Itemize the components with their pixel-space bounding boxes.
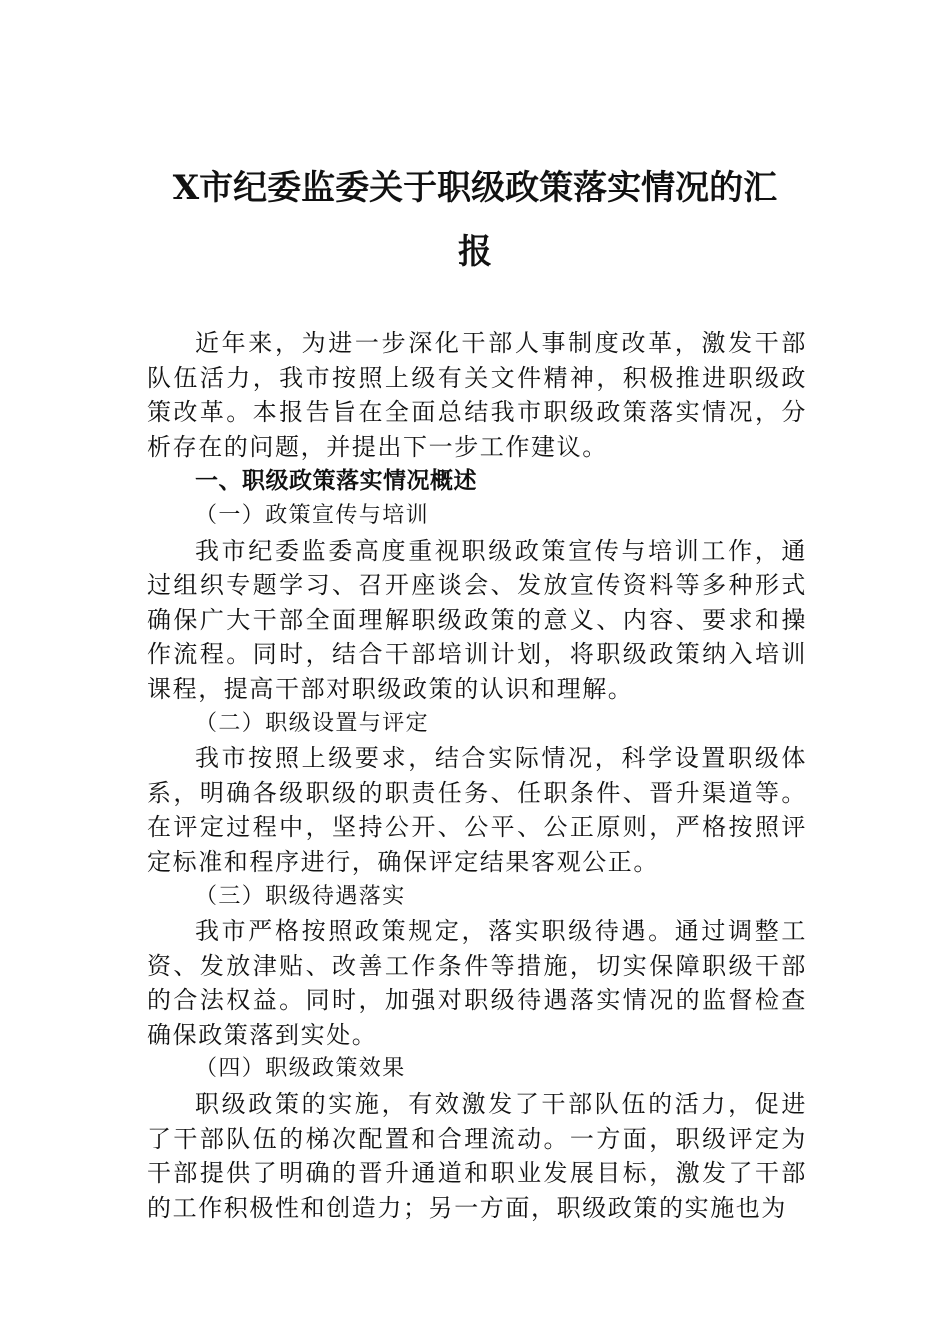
subsection-heading-3: （三）职级待遇落实 (195, 883, 406, 909)
document-title-line-1: X市纪委监委关于职级政策落实情况的汇 (172, 168, 778, 208)
subsection-paragraph-1: 我市纪委监委高度重视职级政策宣传与培训工作，通过组织专题学习、召开座谈会、发放宣传资料等多种形式确保广大干部全面理解职级政策的意义、内容、要求和操作流程。同时，结合干部培训计划，将职级政策纳入培训课程，提高干部对职级政策的认识和理解。 (147, 536, 807, 703)
section-heading-1: 一、职级政策落实情况概述 (195, 468, 477, 495)
subsection-paragraph-2: 我市按照上级要求，结合实际情况，科学设置职级体系，明确各级职级的职责任务、任职条件、晋升渠道等。在评定过程中，坚持公开、公平、公正原则，严格按照评定标准和程序进行，确保评定结果客观公正。 (147, 744, 807, 876)
document-body (147, 326, 807, 1225)
intro-paragraph: 近年来，为进一步深化干部人事制度改革，激发干部队伍活力，我市按照上级有关文件精神，积极推进职级政策改革。本报告旨在全面总结我市职级政策落实情况，分析存在的问题，并提出下一步工作建议。 (147, 329, 807, 461)
subsection-heading-4: （四）职级政策效果 (195, 1056, 406, 1082)
subsection-paragraph-4: 职级政策的实施，有效激发了干部队伍的活力，促进了干部队伍的梯次配置和合理流动。一方面，职级评定为干部提供了明确的晋升通道和职业发展目标，激发了干部的工作积极性和创造力；另一方面，职级政策的实施也为 (147, 1090, 807, 1222)
subsection-heading-2: （二）职级设置与评定 (195, 710, 430, 736)
subsection-heading-1: （一）政策宣传与培训 (195, 502, 430, 528)
document-title-line-2: 报 (458, 232, 492, 272)
subsection-paragraph-3: 我市严格按照政策规定，落实职级待遇。通过调整工资、发放津贴、改善工作条件等措施，切实保障职级干部的合法权益。同时，加强对职级待遇落实情况的监督检查确保政策落到实处。 (147, 917, 807, 1049)
